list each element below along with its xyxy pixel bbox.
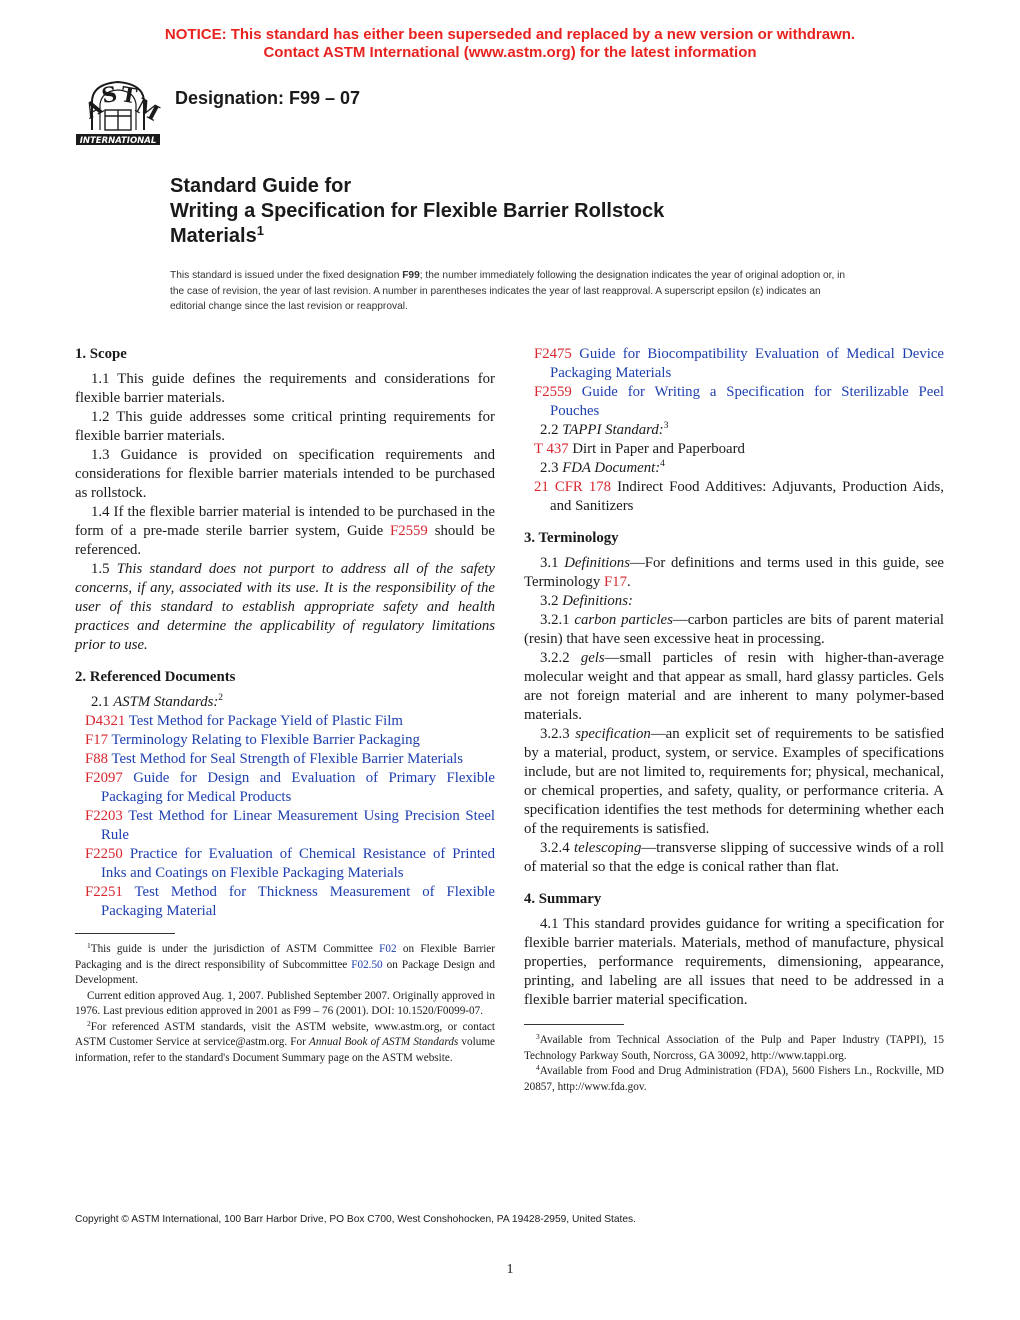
designation: Designation: F99 – 07 <box>175 88 361 108</box>
para-1-4: 1.4 If the flexible barrier material is intended to be purchased in the form of a pre-made sterile barrier system, Guide F2559 should be referenced. <box>75 504 495 558</box>
reference-title-link[interactable]: Guide for Biocompatibility Evaluation of Medical Device Packaging Materials <box>550 346 945 381</box>
link-f2559[interactable]: F2559 <box>390 523 428 539</box>
reference-fda: 21 CFR 178 Indirect Food Additives: Adjuvants, Production Aids, and Sanitizers <box>534 479 944 514</box>
reference-item <box>75 731 495 750</box>
left-column <box>75 345 495 1066</box>
svg-text:M: M <box>131 92 164 126</box>
reference-code-link[interactable]: F17 <box>85 732 109 748</box>
reference-code-link[interactable]: F2475 <box>534 346 572 362</box>
reference-title-link[interactable]: Practice for Evaluation of Chemical Resistance of Printed Inks and Coatings on Flexible Packaging Materials <box>101 846 495 881</box>
reference-title-link[interactable]: Test Method for Package Yield of Plastic Film <box>128 713 403 729</box>
para-2-2: 2.2 TAPPI Standard:$^3$ <box>540 421 669 438</box>
para-1-3: 1.3 Guidance is provided on specification requirements and considerations for flexible barrier materials intended to be purchased as rollstock. <box>75 447 495 501</box>
link-f17-terminology[interactable]: F17 <box>603 574 627 590</box>
section-heading-referenced-documents: 2. Referenced Documents <box>75 669 236 685</box>
svg-text:T: T <box>119 81 139 109</box>
logo-sub-text: INTERNATIONAL <box>79 136 157 146</box>
para-1-5: 1.5 This standard does not purport to address all of the safety concerns, if any, associated with its use. It is the responsibility of the user of this standard to establish appropriate safety and health practices and determine the applicability of regulatory limitations prior to use. <box>75 561 495 653</box>
para-1-2: 1.2 This guide addresses some critical printing requirements for flexible barrier materials. <box>75 409 495 444</box>
svg-text:A: A <box>80 93 107 124</box>
para-2-1: 2.1 ASTM Standards:$^2$ <box>91 693 224 710</box>
para-1-1: 1.1 This guide defines the requirements and considerations for flexible barrier materials. <box>75 371 495 406</box>
title-line-3: Materials <box>170 225 257 247</box>
section-heading-scope: 1. Scope <box>75 346 127 362</box>
preface-text: This standard is issued under the fixed designation F99; the number immediately following the designation indicates the year of original adoption or, in the case of revision, the year of last revision. A number in parentheses indicates the year of last reapproval. A superscript epsilon (ε) indicates an editorial change since the last revision or reapproval. <box>170 270 846 312</box>
reference-item <box>75 845 495 883</box>
reference-title-link[interactable]: Test Method for Seal Strength of Flexible Barrier Materials <box>111 751 464 767</box>
reference-item <box>524 345 944 383</box>
reference-code-link[interactable]: F2559 <box>534 384 572 400</box>
para-3-2-2: 3.2.2 gels—small particles of resin with higher-than-average molecular weight and that appear as small, hard glassy particles. Gels are not foreign material and are inherent to many polymer-based materials. <box>524 650 944 723</box>
footnote-rule <box>75 933 175 934</box>
footnote-2: $^2$For referenced ASTM standards, visit the ASTM website, www.astm.org, or contact ASTM Customer Service at service@astm.org. For Annual Book of ASTM Standards volume information, refer to the standard's Document Summary page on the ASTM website. <box>75 1018 495 1064</box>
reference-code-link[interactable]: F2251 <box>85 884 123 900</box>
link-t437[interactable]: T 437 <box>534 441 569 457</box>
reference-item <box>75 807 495 845</box>
para-3-2-4: 3.2.4 telescoping—transverse slipping of successive winds of a roll of material so that the edge is conical rather than flat. <box>524 840 944 875</box>
para-3-2-3: 3.2.3 specification—an explicit set of requirements to be satisfied by a material, product, system, or service. Examples of specifications include, but are not limited to, requirements for; physical, mechanical, or chemical properties, and safety, quality, or performance criteria. A specification identifies the test methods for determining whether each of the requirements is satisfied. <box>524 726 944 837</box>
section-heading-summary: 4. Summary <box>524 891 602 907</box>
reference-code-link[interactable]: F2250 <box>85 846 123 862</box>
footnote-1-edition: Current edition approved Aug. 1, 2007. Published September 2007. Originally approved in 1976. Last previous edition approved in 2001 as F99 – 76 (2001). DOI: 10.1520/F0099-07. <box>75 989 495 1017</box>
reference-item <box>75 712 495 731</box>
link-f02-50[interactable]: F02.50 <box>351 958 383 971</box>
footnotes-left <box>75 942 495 1066</box>
withdrawal-notice <box>0 26 1020 62</box>
footnote-3: $^3$Available from Technical Association of the Pulp and Paper Industry (TAPPI), 15 Technology Parkway South, Norcross, GA 30092, http://www.tappi.org. <box>524 1032 944 1062</box>
astm-logo-icon <box>72 76 164 154</box>
title-line-2: Writing a Specification for Flexible Barrier Rollstock <box>170 200 665 222</box>
reference-item <box>75 883 495 921</box>
astm-reference-list-continued <box>524 345 944 421</box>
footnotes-right <box>524 1033 944 1095</box>
page-number: 1 <box>506 1262 514 1277</box>
footnote-rule-right <box>524 1024 624 1025</box>
para-3-2-1: 3.2.1 carbon particles—carbon particles are bits of parent material (resin) that have seen excessive heat in processing. <box>524 612 944 647</box>
para-4-1: 4.1 This standard provides guidance for writing a specification for flexible barrier materials. Materials, method of manufacture, physical properties, performance requirements, dimensioning, appearance, printing, and labeling are all issues that need to be addressed in a flexible barrier material specification. <box>524 916 944 1008</box>
para-2-3: 2.3 FDA Document:$^4$ <box>540 459 665 476</box>
svg-text:S: S <box>99 80 119 109</box>
para-3-2: 3.2 Definitions: <box>540 593 633 609</box>
reference-code-link[interactable]: F2203 <box>85 808 123 824</box>
reference-tappi: T 437 Dirt in Paper and Paperboard <box>534 441 745 457</box>
reference-item <box>75 750 495 769</box>
document-title <box>170 174 664 249</box>
reference-title-link[interactable]: Guide for Writing a Specification for Sterilizable Peel Pouches <box>550 384 944 419</box>
astm-reference-list <box>75 712 495 921</box>
title-footnote-ref: 1 <box>256 223 264 238</box>
link-21cfr178[interactable]: 21 CFR 178 <box>534 479 612 495</box>
reference-title-link[interactable]: Terminology Relating to Flexible Barrier Packaging <box>111 732 420 748</box>
reference-code-link[interactable]: F88 <box>85 751 109 767</box>
reference-title-link[interactable]: Test Method for Thickness Measurement of Flexible Packaging Material <box>101 884 495 919</box>
copyright-line: Copyright © ASTM International, 100 Barr Harbor Drive, PO Box C700, West Conshohocken, PA 19428-2959, United States. <box>75 1214 636 1225</box>
reference-code-link[interactable]: F2097 <box>85 770 123 786</box>
reference-code-link[interactable]: D4321 <box>85 713 126 729</box>
astm-logo <box>72 76 164 154</box>
reference-title-link[interactable]: Test Method for Linear Measurement Using Precision Steel Rule <box>101 808 495 843</box>
section-heading-terminology: 3. Terminology <box>524 530 619 546</box>
right-column <box>524 345 944 1095</box>
link-f02[interactable]: F02 <box>379 943 397 955</box>
notice-line-1: NOTICE: This standard has either been superseded and replaced by a new version or withdrawn. <box>164 26 856 43</box>
designation-code: F99 <box>402 270 420 281</box>
reference-title-link[interactable]: Guide for Design and Evaluation of Primary Flexible Packaging for Medical Products <box>101 770 495 805</box>
reference-item <box>524 383 944 421</box>
footnote-4: $^4$Available from Food and Drug Administration (FDA), 5600 Fishers Ln., Rockville, MD 20857, http://www.fda.gov. <box>524 1063 944 1093</box>
notice-line-2: Contact ASTM International (www.astm.org) for the latest information <box>263 44 757 61</box>
para-3-1: 3.1 Definitions—For definitions and terms used in this guide, see Terminology F17. <box>524 555 944 590</box>
footnote-1: $^1$This guide is under the jurisdiction of ASTM Committee F02 on Flexible Barrier Packaging and is the direct responsibility of Subcommittee F02.50 on Package Design and Development. <box>75 941 495 986</box>
title-line-1: Standard Guide for <box>170 175 352 197</box>
reference-item <box>75 769 495 807</box>
